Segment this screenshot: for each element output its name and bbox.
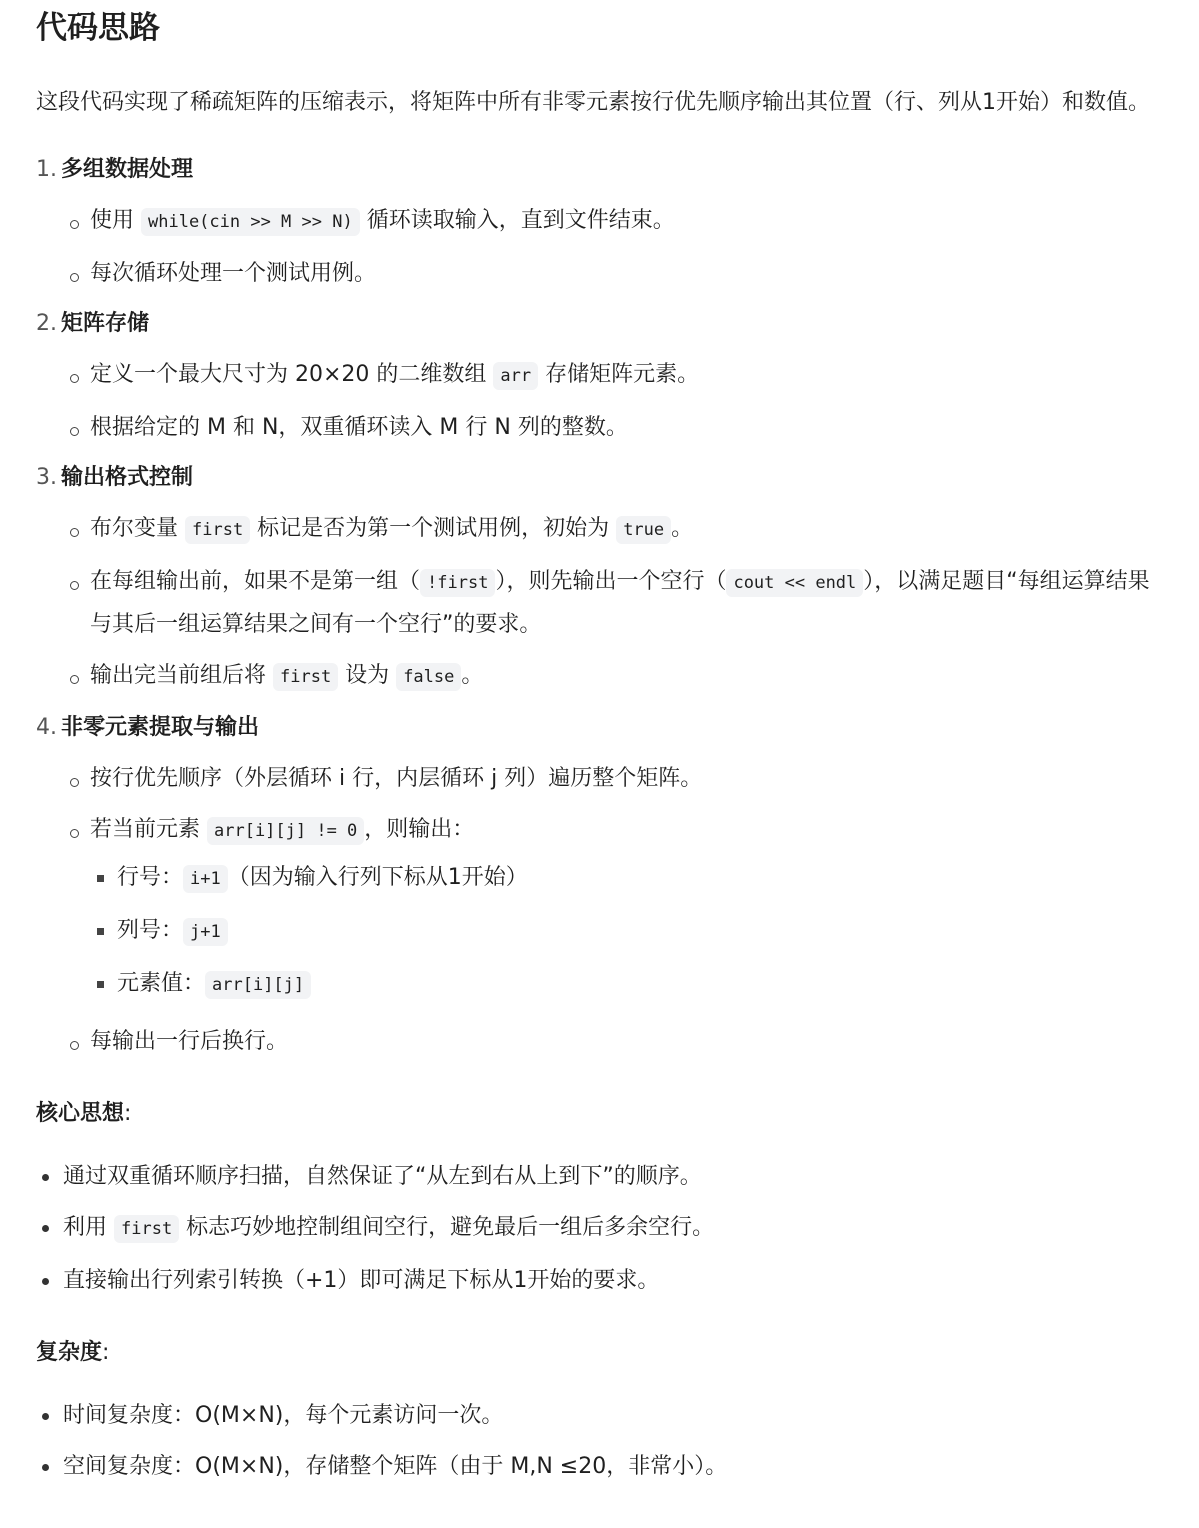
list-item: 按行优先顺序（外层循环 i 行，内层循环 j 列）遍历整个矩阵。 [90,753,1163,804]
step-title: 多组数据处理 [61,157,194,182]
list-item: 时间复杂度：O(M×N)，每个元素访问一次。 [63,1390,1163,1441]
inline-code: first [185,516,250,544]
list-item [90,556,1163,650]
inline-code: arr[i][j] [205,971,311,999]
text: 布尔变量 [90,516,185,541]
inline-code: j+1 [183,918,228,946]
list-item [90,804,1163,1016]
text: 存储矩阵元素。 [538,362,700,387]
step-sublist [36,195,1163,299]
list-item: 直接输出行列索引转换（+1）即可满足下标从1开始的要求。 [63,1255,1163,1306]
inline-code: !first [420,569,495,597]
section-title: 核心思想 [36,1101,125,1126]
text: 。 [461,663,484,688]
core-idea-list [36,1151,1163,1306]
text: 标记是否为第一个测试用例，初始为 [250,516,617,541]
text: 利用 [63,1215,114,1240]
step-heading [36,145,1163,195]
step-number: 3. [36,465,57,490]
text: 。 [671,516,694,541]
text: 使用 [90,208,141,233]
text: 定义一个最大尺寸为 20×20 的二维数组 [90,362,494,387]
step-sublist [36,349,1163,453]
list-item: 每次循环处理一个测试用例。 [90,248,1163,299]
text: 行号： [117,865,184,890]
inline-code: arr[i][j] != 0 [207,817,364,845]
step-item [36,145,1163,299]
list-item [117,852,1163,905]
step-number: 1. [36,157,57,182]
step-sublist [36,753,1163,1067]
inline-code: first [273,663,338,691]
list-item [90,349,1163,402]
list-item: 空间复杂度：O(M×N)，存储整个矩阵（由于 M,N ≤20，非常小）。 [63,1441,1163,1492]
inline-code: i+1 [183,865,228,893]
text: 在每组输出前，如果不是第一组（ [90,569,421,594]
text: 列号： [117,918,184,943]
text: （因为输入行列下标从1开始） [227,865,528,890]
step-heading [36,299,1163,349]
nested-sublist [90,852,1163,1011]
text: 标志巧妙地控制组间空行，避免最后一组后多余空行。 [179,1215,715,1240]
list-item [117,905,1163,958]
text: 若当前元素 [90,817,207,842]
inline-code: while(cin >> M >> N) [141,208,360,236]
step-title: 非零元素提取与输出 [61,715,260,740]
colon: : [102,1340,110,1365]
text: 元素值： [117,971,206,996]
list-item [117,958,1163,1011]
list-item [90,503,1163,556]
step-title: 矩阵存储 [61,311,150,336]
list-item [90,650,1163,703]
complexity-list [36,1390,1163,1492]
list-item [90,195,1163,248]
text: ），则先输出一个空行（ [495,569,727,594]
list-item [63,1202,1163,1255]
inline-code: true [616,516,671,544]
inline-code: first [114,1215,179,1243]
colon: : [124,1101,132,1126]
page-title: 代码思路 [36,10,160,46]
text: 循环读取输入，直到文件结束。 [359,208,675,233]
step-item [36,299,1163,453]
intro-paragraph: 这段代码实现了稀疏矩阵的压缩表示，将矩阵中所有非零元素按行优先顺序输出其位置（行、列从1开始）和数值。 [36,90,1151,115]
text: 设为 [338,663,397,688]
step-heading [36,703,1163,753]
inline-code: cout << endl [726,569,863,597]
inline-code: arr [493,362,538,390]
list-item: 通过双重循环顺序扫描，自然保证了“从左到右从上到下”的顺序。 [63,1151,1163,1202]
step-item [36,703,1163,1067]
inline-code: false [396,663,461,691]
steps-list [36,145,1163,1067]
step-sublist [36,503,1163,703]
list-item: 根据给定的 M 和 N，双重循环读入 M 行 N 列的整数。 [90,402,1163,453]
list-item: 每输出一行后换行。 [90,1016,1163,1067]
complexity-heading [36,1333,1163,1373]
text: 输出完当前组后将 [90,663,273,688]
step-heading [36,453,1163,503]
section-title: 复杂度 [36,1340,103,1365]
step-number: 4. [36,715,57,740]
text: ，则输出： [364,817,475,842]
step-item [36,453,1163,703]
step-number: 2. [36,311,57,336]
core-idea-heading [36,1094,1163,1134]
text: ），以满足题目“每组运算结果与其后一组运算结果之间有一个空行”的要求。 [90,569,1150,637]
step-title: 输出格式控制 [61,465,194,490]
